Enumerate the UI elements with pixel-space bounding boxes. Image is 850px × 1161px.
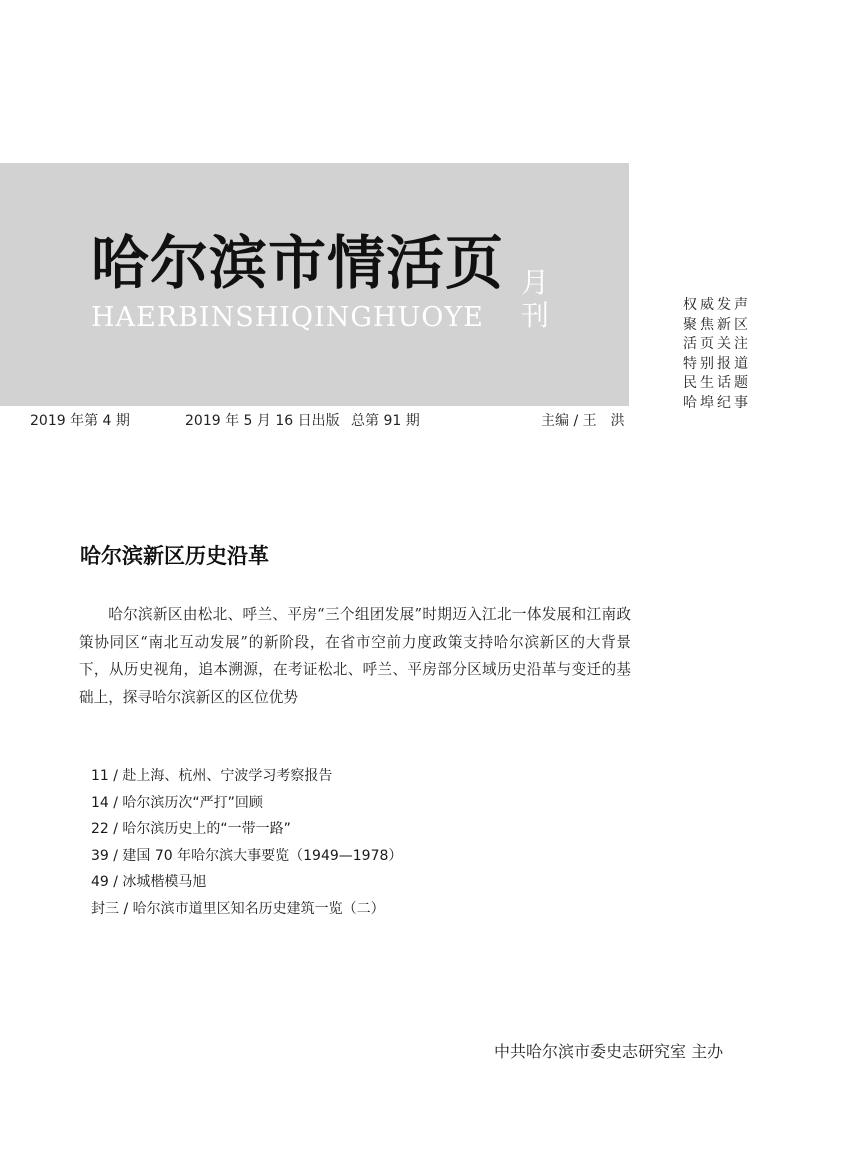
column-item: 特别报道: [683, 355, 751, 372]
frequency-char-issue: 刊: [520, 299, 549, 332]
frequency-label: [520, 266, 550, 332]
publication-title: 哈尔滨市情活页: [91, 229, 505, 297]
feature-article-title: 哈尔滨新区历史沿革: [80, 543, 269, 568]
publish-date: 2019 年 5 月 16 日出版: [185, 413, 340, 429]
issue-number: 2019 年第 4 期: [30, 413, 130, 429]
column-item: 聚焦新区: [683, 316, 751, 333]
toc-item: 14 / 哈尔滨历次“严打”回顾: [91, 794, 263, 811]
toc-item: 39 / 建国 70 年哈尔滨大事要览（1949—1978）: [91, 847, 403, 864]
feature-article-summary: 哈尔滨新区由松北、呼兰、平房“三个组团发展”时期迈入江北一体发展和江南政策协同区“南北互动发展”的新阶段，在省市空前力度政策支持哈尔滨新区的大背景下，从历史视角，追本溯源，在考证松北、呼兰、平房部分区域历史沿革与变迁的基础上，探寻哈尔滨新区的区位优势: [79, 606, 631, 706]
column-item: 活页关注: [683, 336, 751, 352]
column-list: [683, 296, 751, 413]
toc-item: 11 / 赴上海、杭州、宁波学习考察报告: [91, 768, 333, 784]
publication-pinyin: HAERBINSHIQINGHUOYE: [91, 302, 484, 333]
total-issue-number: 总第 91 期: [351, 413, 420, 429]
toc-item: 22 / 哈尔滨历史上的“一带一路”: [91, 821, 291, 837]
toc-item: 49 / 冰城楷模马旭: [91, 874, 207, 890]
table-of-contents: [91, 763, 402, 922]
publisher-line: 中共哈尔滨市委史志研究室 主办: [494, 1042, 724, 1061]
column-item: 哈埠纪事: [683, 394, 751, 411]
column-item: 权威发声: [683, 297, 751, 313]
frequency-char-month: 月: [520, 266, 549, 299]
chief-editor: 主编 / 王 洪: [541, 413, 625, 429]
toc-item: 封三 / 哈尔滨市道里区知名历史建筑一览（二）: [91, 900, 385, 917]
column-item: 民生话题: [683, 375, 751, 391]
